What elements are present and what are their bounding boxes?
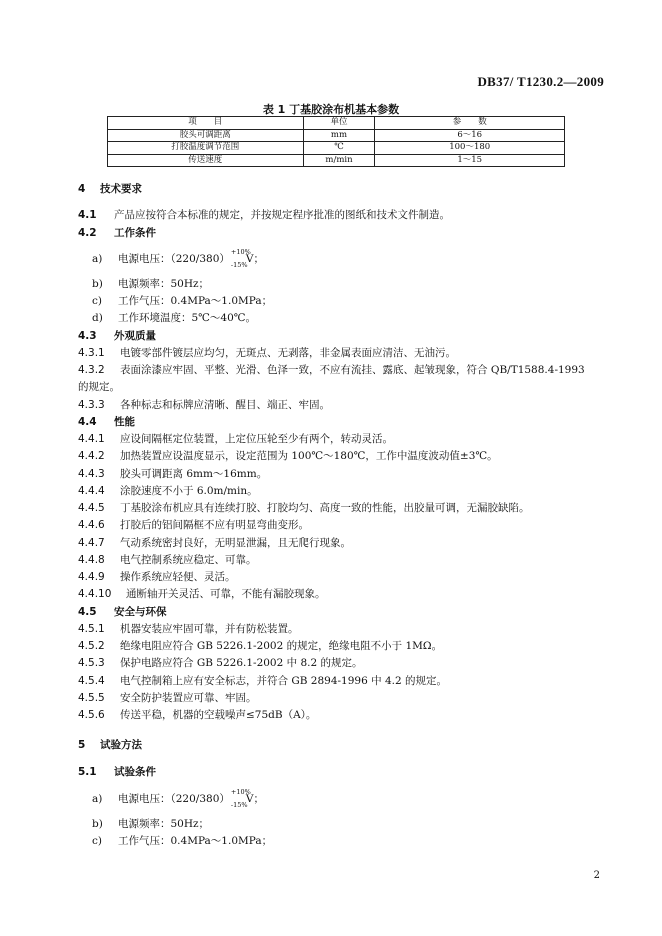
clause-paragraph: 4.5.4 电气控制箱上应有安全标志，并符合 GB 2894-1996 中 4.2 的规定。 — [78, 675, 447, 687]
clause-paragraph: 4.4.5 丁基胶涂布机应具有连续打胶、打胶均匀、高度一致的性能，出胶量可调，无漏胶缺陷。 — [78, 502, 530, 514]
table-cell: 打胶温度调节范围 — [108, 142, 304, 155]
clause-paragraph: 4.5.2 绝缘电阻应符合 GB 5226.1-2002 的规定，绝缘电阻不小于 1MΩ。 — [78, 640, 443, 652]
list-item: a) 电源电压：（220/380） +10% -15% V； — [92, 248, 264, 269]
table-header-unit: 单位 — [303, 117, 375, 130]
page-number: 2 — [593, 870, 600, 881]
subsection-heading: 4.3 外观质量 — [78, 330, 156, 342]
section-heading: 4 技术要求 — [78, 183, 142, 195]
clause-paragraph: 4.4.9 操作系统应轻便、灵活。 — [78, 571, 236, 583]
subsection-heading: 4.4 性能 — [78, 416, 135, 428]
parameter-table — [107, 116, 565, 167]
clause-paragraph: 4.4.3 胶头可调距离 6mm～16mm。 — [78, 468, 268, 480]
table-cell: 1～15 — [375, 154, 565, 167]
subsection-heading: 4.5 安全与环保 — [78, 606, 167, 618]
table-title: 表 1 丁基胶涂布机基本参数 — [262, 103, 400, 116]
clause-paragraph: 4.5.5 安全防护装置应可靠、牢固。 — [78, 692, 257, 704]
clause-paragraph: 4.3.3 各种标志和标牌应清晰、醒目、端正、牢固。 — [78, 399, 330, 411]
list-item: a) 电源电压：（220/380） +10% -15% V； — [92, 788, 264, 809]
table-cell: 胶头可调距离 — [108, 129, 304, 142]
table-cell: mm — [303, 129, 375, 142]
voltage-tolerance: +10% -15% — [230, 248, 251, 269]
subsection-heading: 5.1 试验条件 — [78, 766, 156, 778]
table-header-value: 参 数 — [375, 117, 565, 130]
subsection-heading: 4.2 工作条件 — [78, 227, 156, 239]
clause-paragraph: 4.4.10 通断轴开关灵活、可靠，不能有漏胶现象。 — [78, 588, 326, 600]
clause-paragraph: 4.5.3 保护电路应符合 GB 5226.1-2002 中 8.2 的规定。 — [78, 657, 363, 669]
list-item: b) 电源频率：50Hz； — [92, 818, 210, 830]
table-row — [108, 142, 565, 155]
clause-paragraph: 4.3.2 表面涂漆应牢固、平整、光滑、色泽一致，不应有流挂、露底、起皱现象，符合 QB/T1588.4-1993 — [78, 364, 585, 376]
clause-paragraph: 4.4.4 涂胶速度不小于 6.0m/min。 — [78, 485, 258, 497]
table-cell: 6～16 — [375, 129, 565, 142]
clause-paragraph: 4.4.8 电气控制系统应稳定、可靠。 — [78, 554, 257, 566]
table-header-item: 项 目 — [108, 117, 304, 130]
list-item: b) 电源频率：50Hz； — [92, 278, 210, 290]
clause-paragraph: 4.4.1 应设间隔框定位装置，上定位压轮至少有两个，转动灵活。 — [78, 433, 393, 445]
table-cell: 100～180 — [375, 142, 565, 155]
table-cell: ℃ — [303, 142, 375, 155]
document-header: DB37/ T1230.2—2009 — [477, 74, 604, 89]
voltage-tolerance: +10% -15% — [230, 788, 251, 809]
table-cell: 传送速度 — [108, 154, 304, 167]
list-item: c) 工作气压：0.4MPa～1.0MPa； — [92, 835, 273, 847]
clause-paragraph: 4.1 产品应按符合本标准的规定，并按规定程序批准的图纸和技术文件制造。 — [78, 209, 450, 221]
table-row — [108, 129, 565, 142]
clause-paragraph: 4.5.6 传送平稳，机器的空载噪声≤75dB（A）。 — [78, 709, 317, 721]
list-item: d) 工作环境温度：5℃～40℃。 — [92, 312, 257, 324]
section-heading: 5 试验方法 — [78, 739, 142, 751]
table-header-row — [108, 117, 565, 130]
clause-paragraph: 4.3.1 电镀零部件镀层应均匀，无斑点、无剥落，非金属表面应清洁、无油污。 — [78, 347, 456, 359]
table-row — [108, 154, 565, 167]
clause-paragraph: 4.4.2 加热装置应设温度显示，设定范围为 100℃～180℃，工作中温度波动值±3℃。 — [78, 450, 498, 462]
clause-paragraph: 4.4.7 气动系统密封良好，无明显泄漏，且无爬行现象。 — [78, 537, 351, 549]
list-item: c) 工作气压：0.4MPa～1.0MPa； — [92, 295, 273, 307]
table-cell: m/min — [303, 154, 375, 167]
clause-paragraph: 4.5.1 机器安装应牢固可靠，并有防松装置。 — [78, 623, 299, 635]
clause-paragraph: 4.4.6 打胶后的铝间隔框不应有明显弯曲变形。 — [78, 519, 309, 531]
clause-paragraph-continued: 的规定。 — [78, 381, 120, 393]
